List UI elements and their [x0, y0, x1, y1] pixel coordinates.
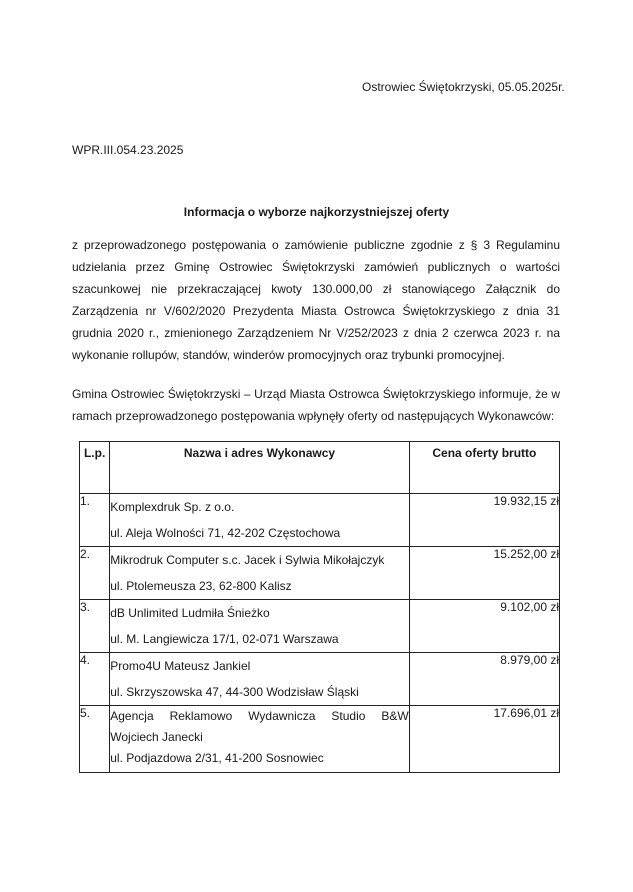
contractor-cell [110, 494, 409, 547]
row-number: 2. [80, 547, 110, 600]
contractor-cell [110, 600, 409, 653]
contractor-cell [110, 547, 409, 600]
row-number: 3. [80, 600, 110, 653]
row-number: 4. [80, 653, 110, 706]
contractor-cell [110, 653, 409, 706]
offer-price: 19.932,15 zł [409, 494, 559, 547]
header-price: Cena oferty brutto [409, 442, 559, 494]
contractor-address: ul. Aleja Wolności 71, 42-202 Częstochowa [110, 526, 341, 540]
contractor-name: Agencja Reklamowo Wydawnicza Studio B&W [110, 709, 409, 723]
table-header-row [80, 442, 560, 494]
table-row [80, 494, 560, 547]
info-paragraph: Gmina Ostrowiec Świętokrzyski – Urząd Miasta Ostrowca Świętokrzyskiego informuje, że w ramach przeprowadzonego postępowania wpłynęły oferty od następujących Wykonawców: [72, 387, 560, 423]
place-and-date: Ostrowiec Świętokrzyski, 05.05.2025r. [362, 80, 565, 94]
reference-number: WPR.III.054.23.2025 [72, 143, 184, 157]
offer-price: 9.102,00 zł [409, 600, 559, 653]
row-number: 1. [80, 494, 110, 547]
offer-price: 17.696,01 zł [409, 706, 559, 773]
table-row [80, 653, 560, 706]
table-row [80, 706, 560, 773]
contractor-name: Mikrodruk Computer s.c. Jacek i Sylwia Mikołajczyk [110, 553, 385, 567]
offer-price: 15.252,00 zł [409, 547, 559, 600]
offers-table [79, 441, 560, 773]
table-row [80, 600, 560, 653]
contractor-address: ul. Skrzyszowska 47, 44-300 Wodzisław Śląski [110, 685, 359, 699]
contractor-name: Promo4U Mateusz Jankiel [110, 659, 251, 673]
contractor-address: ul. Ptolemeusza 23, 62-800 Kalisz [110, 579, 292, 593]
row-number: 5. [80, 706, 110, 773]
table-row [80, 547, 560, 600]
offer-price: 8.979,00 zł [409, 653, 559, 706]
intro-paragraph: z przeprowadzonego postępowania o zamówienie publiczne zgodnie z § 3 Regulaminu udzielania przez Gminę Ostrowiec Świętokrzyski zamówień publicznych o wartości szacunkowej nie przekraczającej kwoty 130.000,00 zł stanowiącego Załącznik do Zarządzenia nr V/602/2020 Prezydenta Miasta Ostrowca Świętokrzyskiego z dnia 31 grudnia 2020 r., zmienionego Zarządzeniem Nr V/252/2023 z dnia 2 czerwca 2023 r. na wykonanie rollupów, standów, winderów promocyjnych oraz trybunki promocyjnej. [72, 238, 560, 362]
contractor-address: ul. M. Langiewicza 17/1, 02-071 Warszawa [110, 632, 339, 646]
document-title: Informacja o wyborze najkorzystniejszej oferty [183, 205, 450, 219]
contractor-name-line2: Wojciech Janecki [110, 730, 203, 744]
contractor-cell [110, 706, 409, 773]
header-lp: L.p. [80, 442, 110, 494]
contractor-address: ul. Podjazdowa 2/31, 41-200 Sosnowiec [110, 751, 324, 765]
header-contractor: Nazwa i adres Wykonawcy [110, 442, 409, 494]
contractor-name: Komplexdruk Sp. z o.o. [110, 500, 235, 514]
contractor-name: dB Unlimited Ludmiła Śnieżko [110, 606, 270, 620]
